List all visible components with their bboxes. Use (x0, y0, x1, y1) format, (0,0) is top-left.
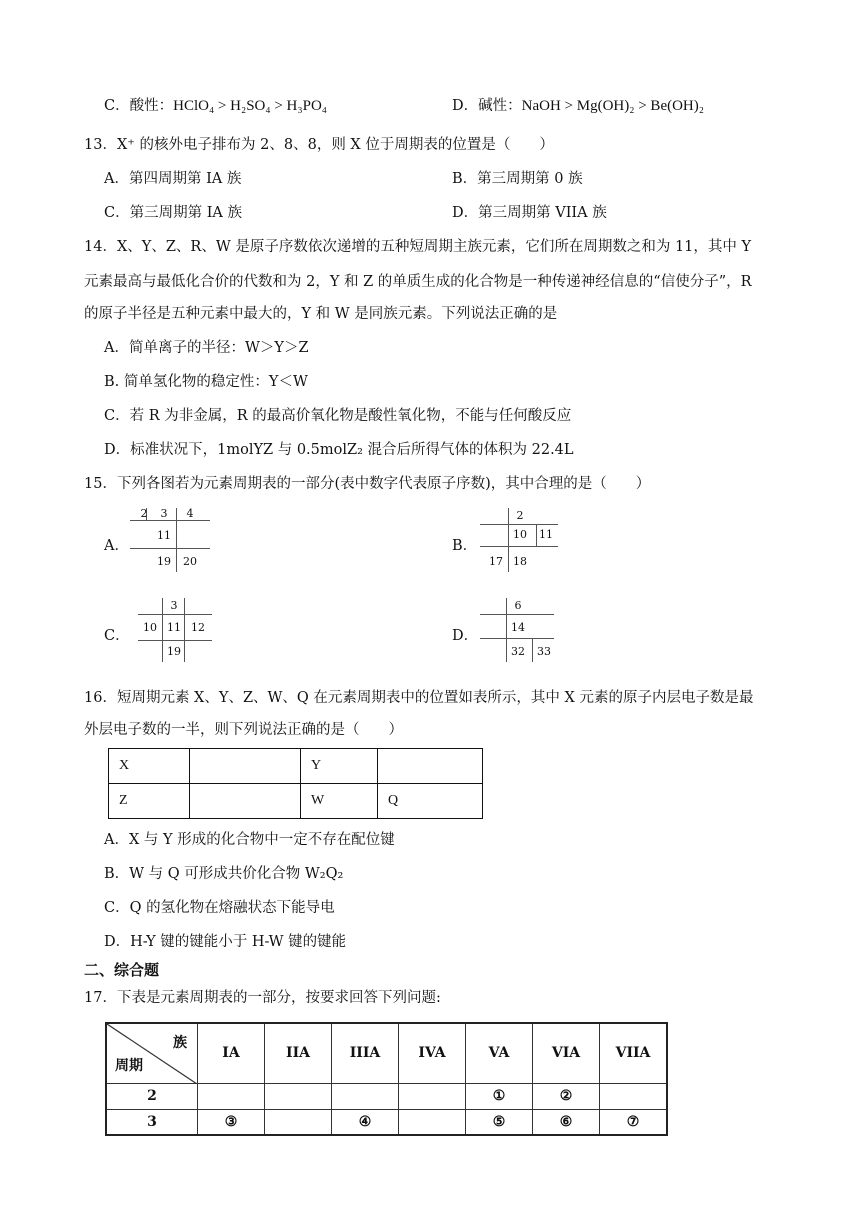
corner-group-label: 族 (173, 1035, 187, 1051)
q16-position-table (108, 748, 483, 819)
q14-stem-line2: 元素最高与最低化合价的代数和为 2，Y 和 Z 的单质生成的化合物是一种传递神经信息的“信使分子”，R (84, 274, 752, 290)
group-header: IA (198, 1023, 265, 1083)
table-cell (198, 1083, 265, 1109)
table-header-row (106, 1023, 667, 1083)
period-label: 2 (106, 1083, 198, 1109)
table-row (106, 1109, 667, 1135)
q12-option-c: C．酸性：HClO₄ > H₂SO₄ > H₃PO₄ (104, 98, 328, 114)
q15-option-d-label: D． (452, 628, 479, 644)
table-cell (265, 1083, 332, 1109)
q15-fragment-d: 6 14 32 33 (480, 598, 580, 668)
q15-fragment-b: 2 10 11 17 18 (480, 508, 580, 578)
table-cell: Y (301, 749, 378, 784)
q17-periodic-table (105, 1022, 668, 1136)
q14-stem-line3: 的原子半径是五种元素中最大的，Y 和 W 是同族元素。下列说法正确的是 (84, 306, 558, 322)
table-cell: ③ (198, 1109, 265, 1135)
q15-fragment-c: 3 10 11 12 19 (138, 598, 238, 668)
table-row (106, 1083, 667, 1109)
q15-option-b-label: B． (452, 538, 478, 554)
corner-header-cell (106, 1023, 198, 1083)
q15-option-a-label: A． (104, 538, 129, 554)
table-cell (378, 749, 483, 784)
table-cell: ① (466, 1083, 533, 1109)
table-row (109, 749, 483, 784)
group-header: IIIA (332, 1023, 399, 1083)
q15-stem: 15．下列各图若为元素周期表的一部分(表中数字代表原子序数)，其中合理的是（ ） (84, 476, 651, 492)
q13-option-a: A．第四周期第 IA 族 (104, 171, 242, 187)
table-cell: Q (378, 784, 483, 819)
q14-option-c: C．若 R 为非金属，R 的最高价氧化物是酸性氧化物，不能与任何酸反应 (104, 408, 572, 424)
period-label: 3 (106, 1109, 198, 1135)
table-cell: W (301, 784, 378, 819)
table-cell (190, 749, 301, 784)
q16-option-a: A．X 与 Y 形成的化合物中一定不存在配位键 (104, 832, 395, 848)
group-header: VA (466, 1023, 533, 1083)
group-header: IVA (399, 1023, 466, 1083)
corner-period-label: 周期 (115, 1057, 143, 1074)
group-header: IIA (265, 1023, 332, 1083)
q14-option-b: B. 简单氢化物的稳定性：Y＜W (104, 374, 308, 390)
q13-option-b: B．第三周期第 0 族 (452, 171, 583, 187)
q13-stem: 13．X⁺ 的核外电子排布为 2、8、8，则 X 位于周期表的位置是（ ） (84, 137, 554, 153)
q16-stem-line1: 16．短周期元素 X、Y、Z、W、Q 在元素周期表中的位置如表所示，其中 X 元素的原子内层电子数是最 (84, 690, 754, 706)
section-heading: 二、综合题 (84, 961, 160, 979)
table-row (109, 784, 483, 819)
table-cell (332, 1083, 399, 1109)
q16-option-b: B．W 与 Q 可形成共价化合物 W₂Q₂ (104, 866, 344, 882)
table-cell (190, 784, 301, 819)
q14-option-d: D．标准状况下，1molYZ 与 0.5molZ₂ 混合后所得气体的体积为 22.4L (104, 442, 574, 458)
q14-stem-line1: 14．X、Y、Z、R、W 是原子序数依次递增的五种短周期主族元素，它们所在周期数之和为 11，其中 Y (84, 239, 752, 255)
group-header: VIA (533, 1023, 600, 1083)
group-header: VIIA (600, 1023, 668, 1083)
table-cell: X (109, 749, 190, 784)
table-cell (265, 1109, 332, 1135)
q16-option-c: C．Q 的氢化物在熔融状态下能导电 (104, 900, 335, 916)
q16-stem-line2: 外层电子数的一半，则下列说法正确的是（ ） (84, 722, 403, 738)
table-cell: ② (533, 1083, 600, 1109)
table-cell (399, 1083, 466, 1109)
q13-option-c: C．第三周期第 IA 族 (104, 205, 243, 221)
q15-option-c-label: C． (104, 628, 130, 644)
table-cell: ④ (332, 1109, 399, 1135)
table-cell: ⑦ (600, 1109, 668, 1135)
table-cell: Z (109, 784, 190, 819)
q17-stem: 17．下表是元素周期表的一部分，按要求回答下列问题: (84, 990, 441, 1006)
q13-option-d: D．第三周期第 VIIA 族 (452, 205, 607, 221)
table-cell (600, 1083, 668, 1109)
q15-fragment-a: 2 3 4 11 19 20 (130, 508, 230, 578)
table-cell: ⑤ (466, 1109, 533, 1135)
q14-option-a: A．简单离子的半径：W＞Y＞Z (104, 340, 309, 356)
table-cell: ⑥ (533, 1109, 600, 1135)
table-cell (399, 1109, 466, 1135)
q12-option-d: D．碱性：NaOH > Mg(OH)₂ > Be(OH)₂ (452, 98, 704, 114)
q16-option-d: D．H-Y 键的键能小于 H-W 键的键能 (104, 934, 347, 950)
